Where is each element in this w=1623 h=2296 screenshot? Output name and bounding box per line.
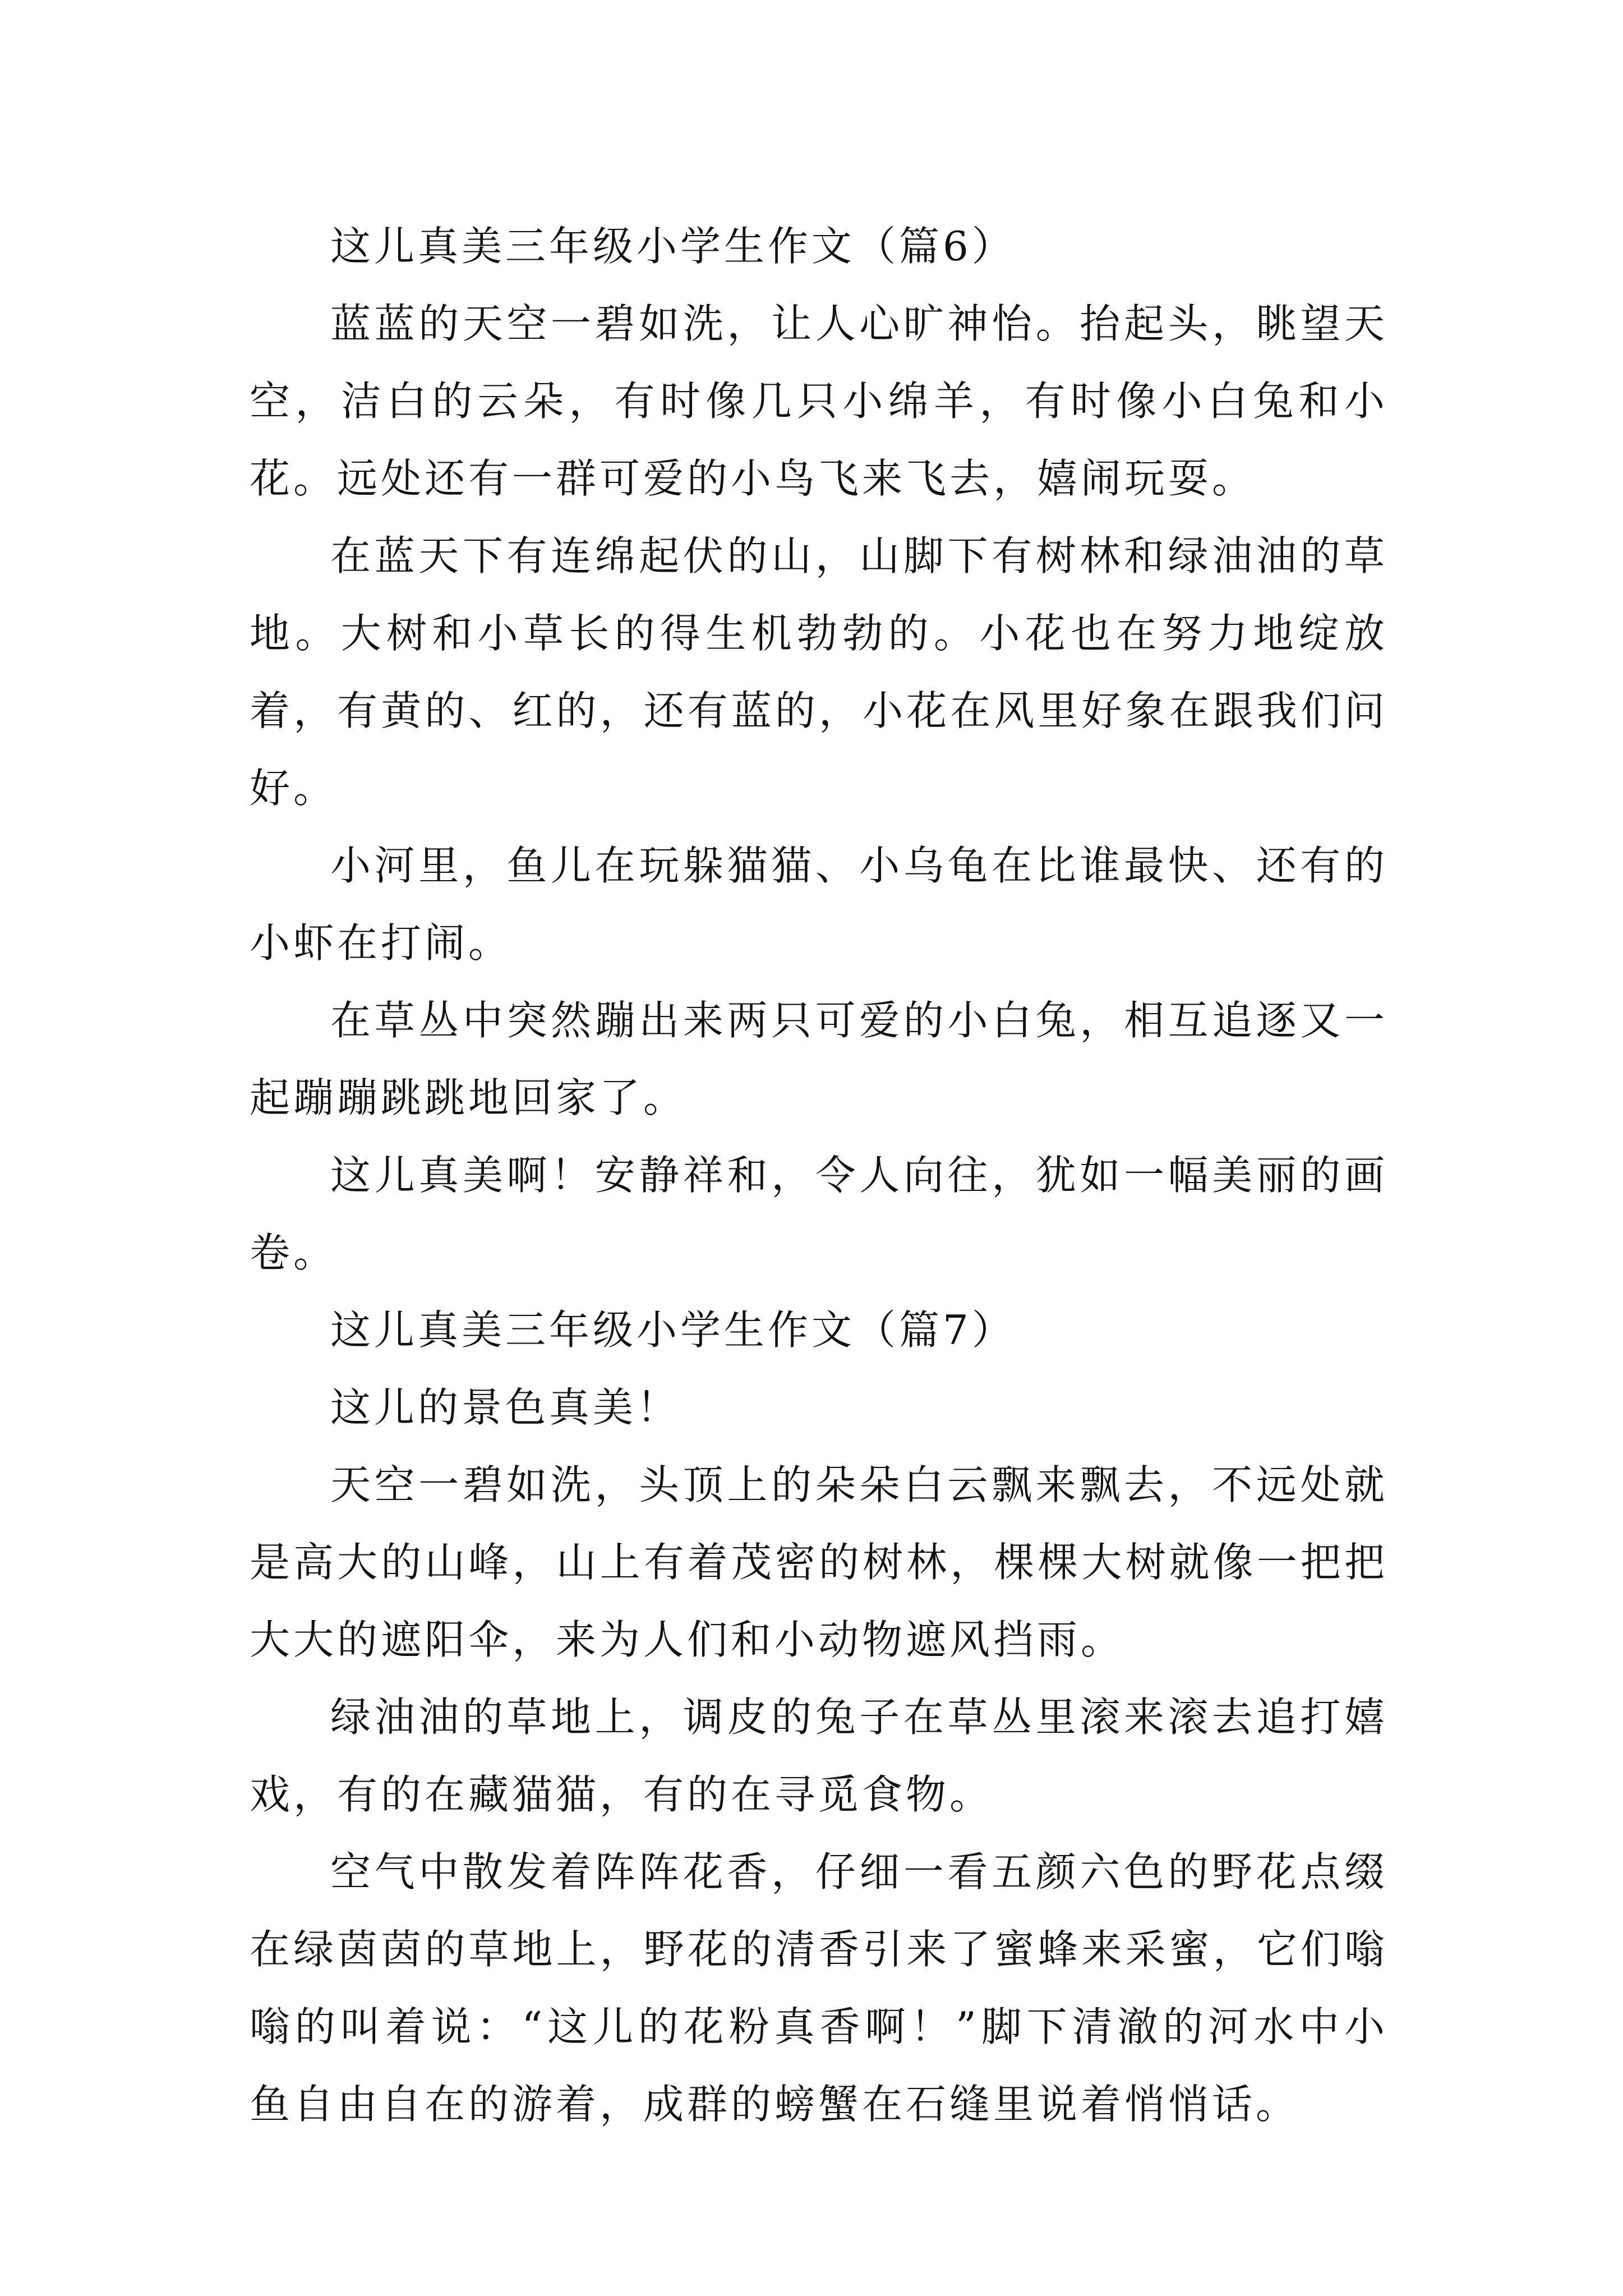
paragraph: 绿油油的草地上，调皮的兔子在草丛里滚来滚去追打嬉戏，有的在藏猫猫，有的在寻觅食物。 [250,1694,1388,1818]
section-heading-6: 这儿真美三年级小学生作文（篇6） [330,223,1016,270]
paragraph: 蓝蓝的天空一碧如洗，让人心旷神怡。抬起头，眺望天空，洁白的云朵，有时像几只小绵羊，有时像小白兔和小花。远处还有一群可爱的小鸟飞来飞去，嬉闹玩耍。 [250,300,1388,502]
paragraph: 在蓝天下有连绵起伏的山，山脚下有树林和绿油油的草地。大树和小草长的得生机勃勃的。小花也在努力地绽放着，有黄的、红的，还有蓝的，小花在风里好象在跟我们问好。 [250,532,1388,812]
paragraph: 天空一碧如洗，头顶上的朵朵白云飘来飘去，不远处就是高大的山峰，山上有着茂密的树林，棵棵大树就像一把把大大的遮阳伞，来为人们和小动物遮风挡雨。 [250,1461,1388,1663]
essay-body [250,208,1388,2143]
paragraph: 空气中散发着阵阵花香，仔细一看五颜六色的野花点缀在绿茵茵的草地上，野花的清香引来了蜜蜂来采蜜，它们嗡嗡的叫着说：“这儿的花粉真香啊！”脚下清澈的河水中小鱼自由自在的游着，成群的螃蟹在石缝里说着悄悄话。 [250,1848,1388,2128]
paragraph: 小河里，鱼儿在玩躲猫猫、小乌龟在比谁最快、还有的小虾在打闹。 [250,842,1388,967]
paragraph: 在草丛中突然蹦出来两只可爱的小白兔，相互追逐又一起蹦蹦跳跳地回家了。 [250,997,1388,1121]
paragraph: 这儿真美啊！安静祥和，令人向往，犹如一幅美丽的画卷。 [250,1152,1388,1276]
paragraph: 这儿的景色真美！ [330,1384,681,1431]
section-heading-7: 这儿真美三年级小学生作文（篇7） [330,1306,1016,1354]
